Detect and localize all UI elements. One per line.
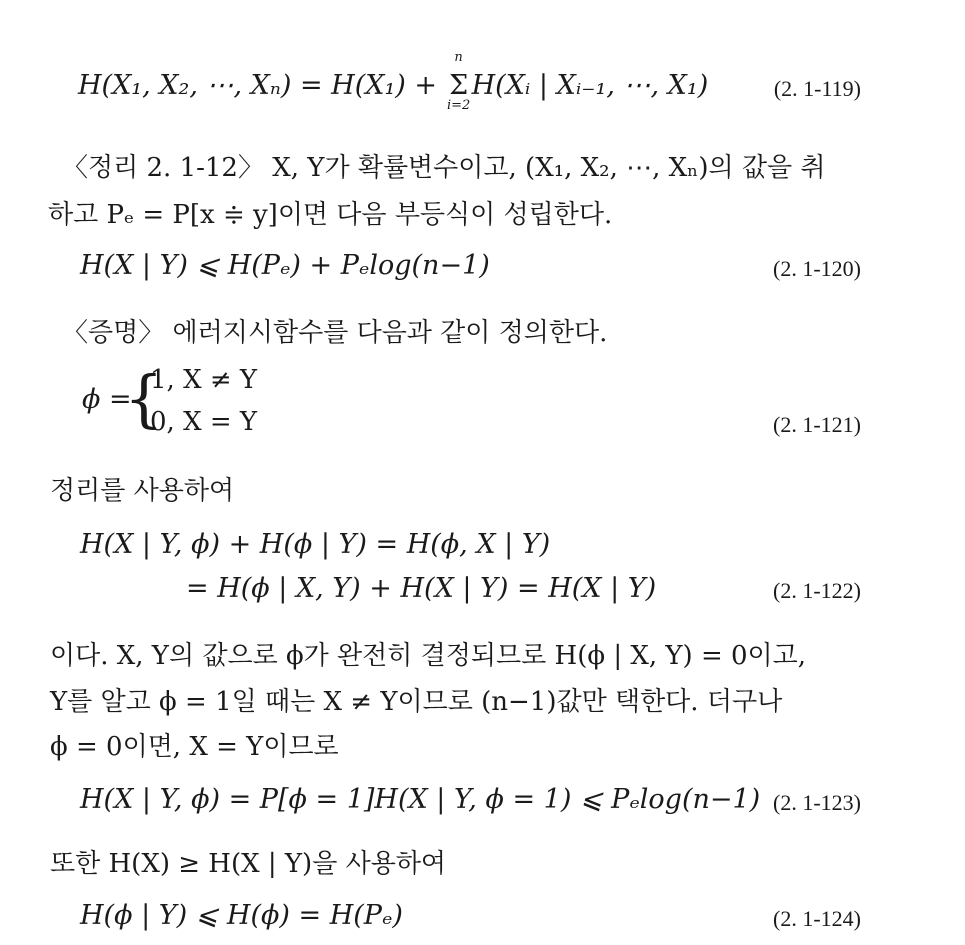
paragraph-line-3: ϕ = 0이면, X = Y이므로 [50, 732, 339, 762]
eq119-lhs: H(X₁, X₂, ⋯, Xₙ) = H(X₁) + [78, 70, 446, 101]
equation-number: (2. 1-121) [773, 412, 861, 437]
equation-number: (2. 1-120) [773, 256, 861, 281]
cases-brace: { [124, 362, 164, 435]
sum-lower-limit: i=2 [446, 98, 471, 113]
equation-number: (2. 1-124) [773, 906, 861, 931]
text-using-theorem: 정리를 사용하여 [50, 476, 235, 506]
equation-number: (2. 1-123) [773, 790, 861, 815]
eq123-body: H(X | Y, ϕ) = P[ϕ = 1]H(X | Y, ϕ = 1) ⩽ Pₑlog(n−1) [80, 784, 761, 815]
eq119-rhs: H(Xᵢ | Xᵢ₋₁, ⋯, X₁) [471, 70, 709, 101]
theorem-statement-line-1: 〈정리 2. 1-12〉 X, Y가 확률변수이고, (X₁, X₂, ⋯, Xₙ)의 값을 취 [62, 153, 826, 183]
equation-number: (2. 1-119) [773, 76, 861, 101]
eq122-line-1: H(X | Y, ϕ) + H(ϕ | Y) = H(ϕ, X | Y) [80, 529, 551, 560]
case-1: 1, X ≠ Y [150, 365, 258, 395]
paragraph-line-1: 이다. X, Y의 값으로 ϕ가 완전히 결정되므로 H(ϕ | X, Y) = 0이고, [50, 641, 807, 671]
text-also-using: 또한 H(X) ≥ H(X | Y)을 사용하여 [50, 849, 447, 879]
equation-number: (2. 1-122) [773, 578, 861, 603]
theorem-statement-line-2: 하고 Pₑ = P[x ≑ y]이면 다음 부등식이 성립한다. [48, 200, 613, 230]
eq121-lhs: ϕ = [82, 384, 132, 415]
paragraph-line-2: Y를 알고 ϕ = 1일 때는 X ≠ Y이므로 (n−1)값만 택한다. 더구나 [50, 687, 783, 717]
eq120-body: H(X | Y) ⩽ H(Pₑ) + Pₑlog(n−1) [80, 250, 490, 281]
eq122-line-2: = H(ϕ | X, Y) + H(X | Y) = H(X | Y) [186, 573, 657, 604]
sum-upper-limit: n [454, 50, 463, 65]
eq124-body: H(ϕ | Y) ⩽ H(ϕ) = H(Pₑ) [80, 900, 403, 931]
summation-symbol: n Σ i=2 [446, 50, 471, 113]
case-2: 0, X = Y [150, 407, 258, 437]
proof-heading-line: 〈증명〉 에러지시함수를 다음과 같이 정의한다. [62, 318, 608, 348]
